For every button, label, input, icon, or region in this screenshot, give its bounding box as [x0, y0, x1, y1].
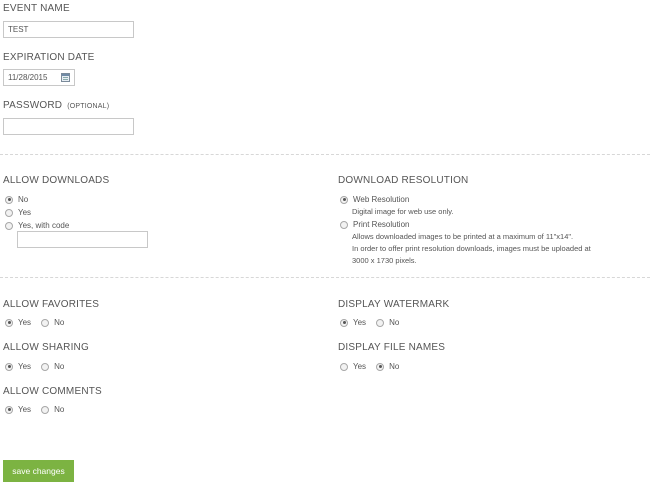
expiration-date-input[interactable] [3, 69, 75, 86]
allow-comments-yes-radio[interactable] [5, 406, 13, 414]
yes-label: Yes [353, 362, 367, 371]
resolution-option-web[interactable] [340, 195, 409, 204]
allow-favorites-options [5, 318, 64, 327]
allow-downloads-label: ALLOW DOWNLOADS [3, 175, 110, 186]
allow-downloads-option-yes-with-code[interactable] [5, 221, 69, 230]
password-label [3, 100, 109, 111]
allow-sharing-no-radio[interactable] [41, 363, 49, 371]
no-label: No [389, 318, 400, 327]
display-watermark-yes-radio[interactable] [340, 319, 348, 327]
no-label: No [54, 318, 65, 327]
yes-label: Yes [353, 318, 367, 327]
display-watermark-no-radio[interactable] [376, 319, 384, 327]
print-resolution-description-3: 3000 x 1730 pixels. [352, 256, 417, 265]
allow-comments-options [5, 405, 64, 414]
expiration-date-label: EXPIRATION DATE [3, 52, 95, 63]
option-label: Yes, with code [18, 221, 70, 230]
calendar-icon[interactable] [61, 73, 70, 82]
allow-downloads-option-yes[interactable] [5, 208, 31, 217]
option-label: No [18, 195, 29, 204]
allow-sharing-options [5, 362, 64, 371]
print-resolution-description-2: In order to offer print resolution downloads, images must be uploaded at [352, 244, 591, 253]
save-changes-button[interactable]: save changes [3, 460, 74, 482]
allow-comments-no-radio[interactable] [41, 406, 49, 414]
web-resolution-description: Digital image for web use only. [352, 207, 454, 216]
radio-selected-icon[interactable] [340, 196, 348, 204]
allow-favorites-yes-radio[interactable] [5, 319, 13, 327]
allow-sharing-label: ALLOW SHARING [3, 342, 89, 353]
display-watermark-options [340, 318, 399, 327]
yes-label: Yes [18, 405, 32, 414]
password-label-text: PASSWORD [3, 100, 63, 111]
download-resolution-label: DOWNLOAD RESOLUTION [338, 175, 469, 186]
expiration-date-value: 11/28/2015 [8, 73, 48, 82]
display-file-names-no-radio[interactable] [376, 363, 384, 371]
option-label: Yes [18, 208, 32, 217]
option-label: Web Resolution [353, 195, 410, 204]
allow-sharing-yes-radio[interactable] [5, 363, 13, 371]
display-file-names-yes-radio[interactable] [340, 363, 348, 371]
yes-label: Yes [18, 318, 32, 327]
password-input[interactable] [3, 118, 134, 135]
allow-comments-label: ALLOW COMMENTS [3, 386, 102, 397]
no-label: No [54, 405, 65, 414]
allow-favorites-label: ALLOW FAVORITES [3, 299, 100, 310]
password-optional-text: (OPTIONAL) [67, 103, 110, 110]
display-file-names-options [340, 362, 399, 371]
option-label: Print Resolution [353, 220, 410, 229]
section-divider-1 [0, 154, 650, 155]
no-label: No [389, 362, 400, 371]
allow-favorites-no-radio[interactable] [41, 319, 49, 327]
display-file-names-label: DISPLAY FILE NAMES [338, 342, 446, 353]
radio-icon[interactable] [340, 221, 348, 229]
section-divider-2 [0, 277, 650, 278]
resolution-option-print[interactable] [340, 220, 409, 229]
radio-icon[interactable] [5, 209, 13, 217]
print-resolution-description-1: Allows downloaded images to be printed at a maximum of 11"x14". [352, 232, 574, 241]
no-label: No [54, 362, 65, 371]
display-watermark-label: DISPLAY WATERMARK [338, 299, 450, 310]
allow-downloads-option-no[interactable] [5, 195, 28, 204]
event-name-label: EVENT NAME [3, 3, 70, 14]
radio-icon[interactable] [5, 222, 13, 230]
yes-label: Yes [18, 362, 32, 371]
event-name-input[interactable]: TEST [3, 21, 134, 38]
radio-selected-icon[interactable] [5, 196, 13, 204]
download-code-input[interactable] [17, 231, 148, 248]
